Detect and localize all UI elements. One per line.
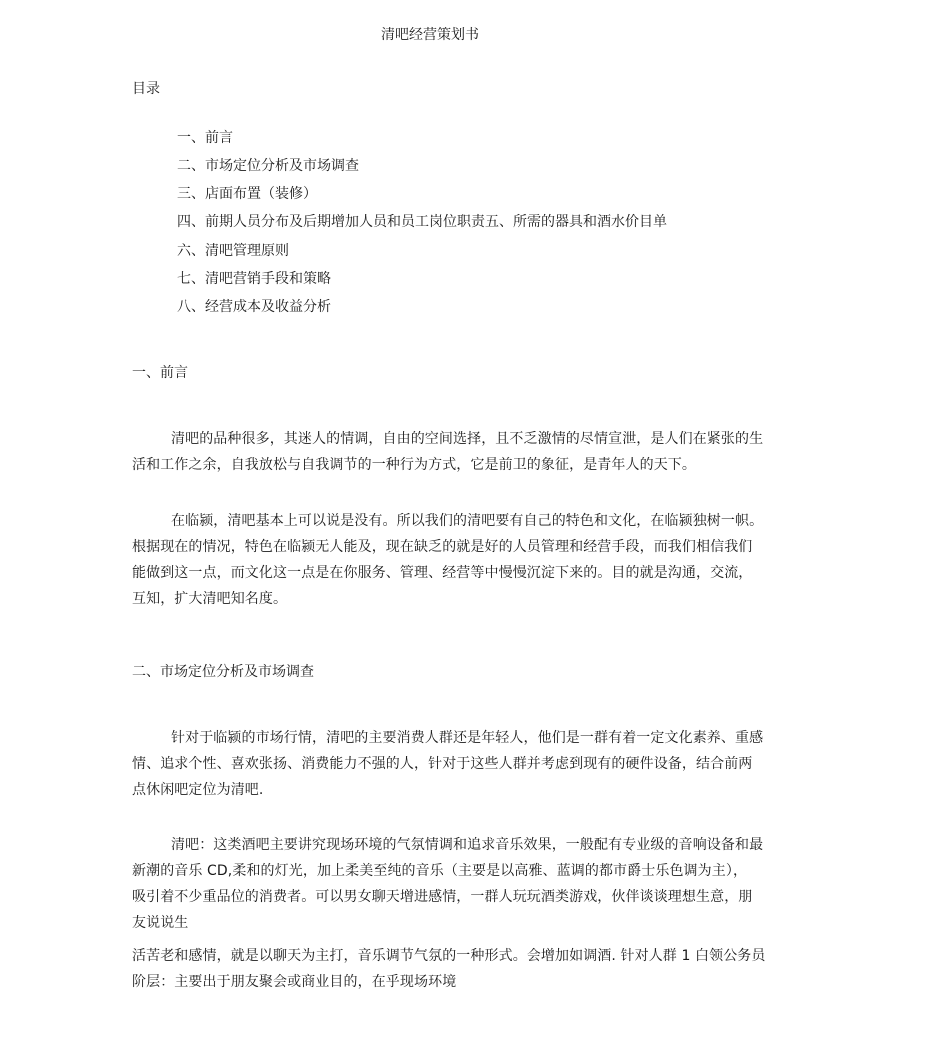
paragraph — [132, 426, 814, 478]
paragraph-line: 活苦老和感情，就是以聊天为主打，音乐调节气氛的一种形式。会增加如调酒. 针对人群 1 白领公务员 — [132, 948, 766, 964]
paragraph — [132, 508, 814, 612]
paragraph-line: 互知，扩大清吧知名度。 — [132, 591, 288, 607]
section-heading-preface: 一、前言 — [132, 365, 188, 381]
toc-item: 二、市场定位分析及市场调查 — [177, 158, 359, 174]
toc-item: 四、前期人员分布及后期增加人员和员工岗位职责五、所需的器具和酒水价目单 — [177, 214, 667, 230]
toc-heading: 目录 — [132, 81, 160, 97]
paragraph-line: 情、追求个性、喜欢张扬、消费能力不强的人，针对于这些人群并考虑到现有的硬件设备，结合前两 — [132, 756, 753, 772]
toc-item: 六、清吧管理原则 — [177, 243, 289, 259]
paragraph — [132, 832, 814, 936]
toc-item: 八、经营成本及收益分析 — [177, 299, 331, 315]
paragraph-line: 针对于临颍的市场行情，清吧的主要消费人群还是年轻人，他们是一群有着一定文化素养、重感 — [171, 730, 764, 746]
paragraph-line: 新潮的音乐 CD,柔和的灯光，加上柔美至纯的音乐（主要是以高雅、蓝调的都市爵士乐色调为主）， — [132, 863, 748, 879]
table-of-contents — [177, 127, 777, 324]
paragraph-line: 阶层：主要出于朋友聚会或商业目的，在乎现场环境 — [132, 974, 457, 990]
section-heading-market: 二、市场定位分析及市场调查 — [132, 664, 314, 680]
paragraph-line: 清吧的品种很多，其迷人的情调，自由的空间选择，且不乏激情的尽情宣泄，是人们在紧张的生 — [171, 431, 764, 447]
paragraph-line: 活和工作之余，自我放松与自我调节的一种行为方式，它是前卫的象征，是青年人的天下。 — [132, 457, 696, 473]
toc-item: 三、店面布置（装修） — [177, 186, 317, 202]
paragraph — [132, 725, 814, 803]
toc-item: 七、清吧营销手段和策略 — [177, 271, 331, 287]
paragraph-line: 吸引着不少重品位的消费者。可以男女聊天增进感情，一群人玩玩酒类游戏，伙伴谈谈理想生意，朋 — [132, 889, 753, 905]
paragraph-line: 清吧：这类酒吧主要讲究现场环境的气氛情调和追求音乐效果，一般配有专业级的音响设备和最 — [171, 837, 764, 853]
paragraph-line: 友说说生 — [132, 915, 189, 931]
paragraph — [132, 943, 814, 995]
paragraph-line: 点休闲吧定位为清吧. — [132, 782, 264, 798]
paragraph-line: 根据现在的情况，特色在临颍无人能及，现在缺乏的就是好的人员管理和经营手段，而我们相信我们 — [132, 539, 753, 555]
paragraph-line: 能做到这一点，而文化这一点是在你服务、管理、经营等中慢慢沉淀下来的。目的就是沟通，交流， — [132, 565, 753, 581]
toc-item: 一、前言 — [177, 130, 233, 146]
paragraph-line: 在临颍，清吧基本上可以说是没有。所以我们的清吧要有自己的特色和文化，在临颍独树一帜。 — [171, 513, 764, 529]
document-title: 清吧经营策划书 — [381, 27, 479, 43]
